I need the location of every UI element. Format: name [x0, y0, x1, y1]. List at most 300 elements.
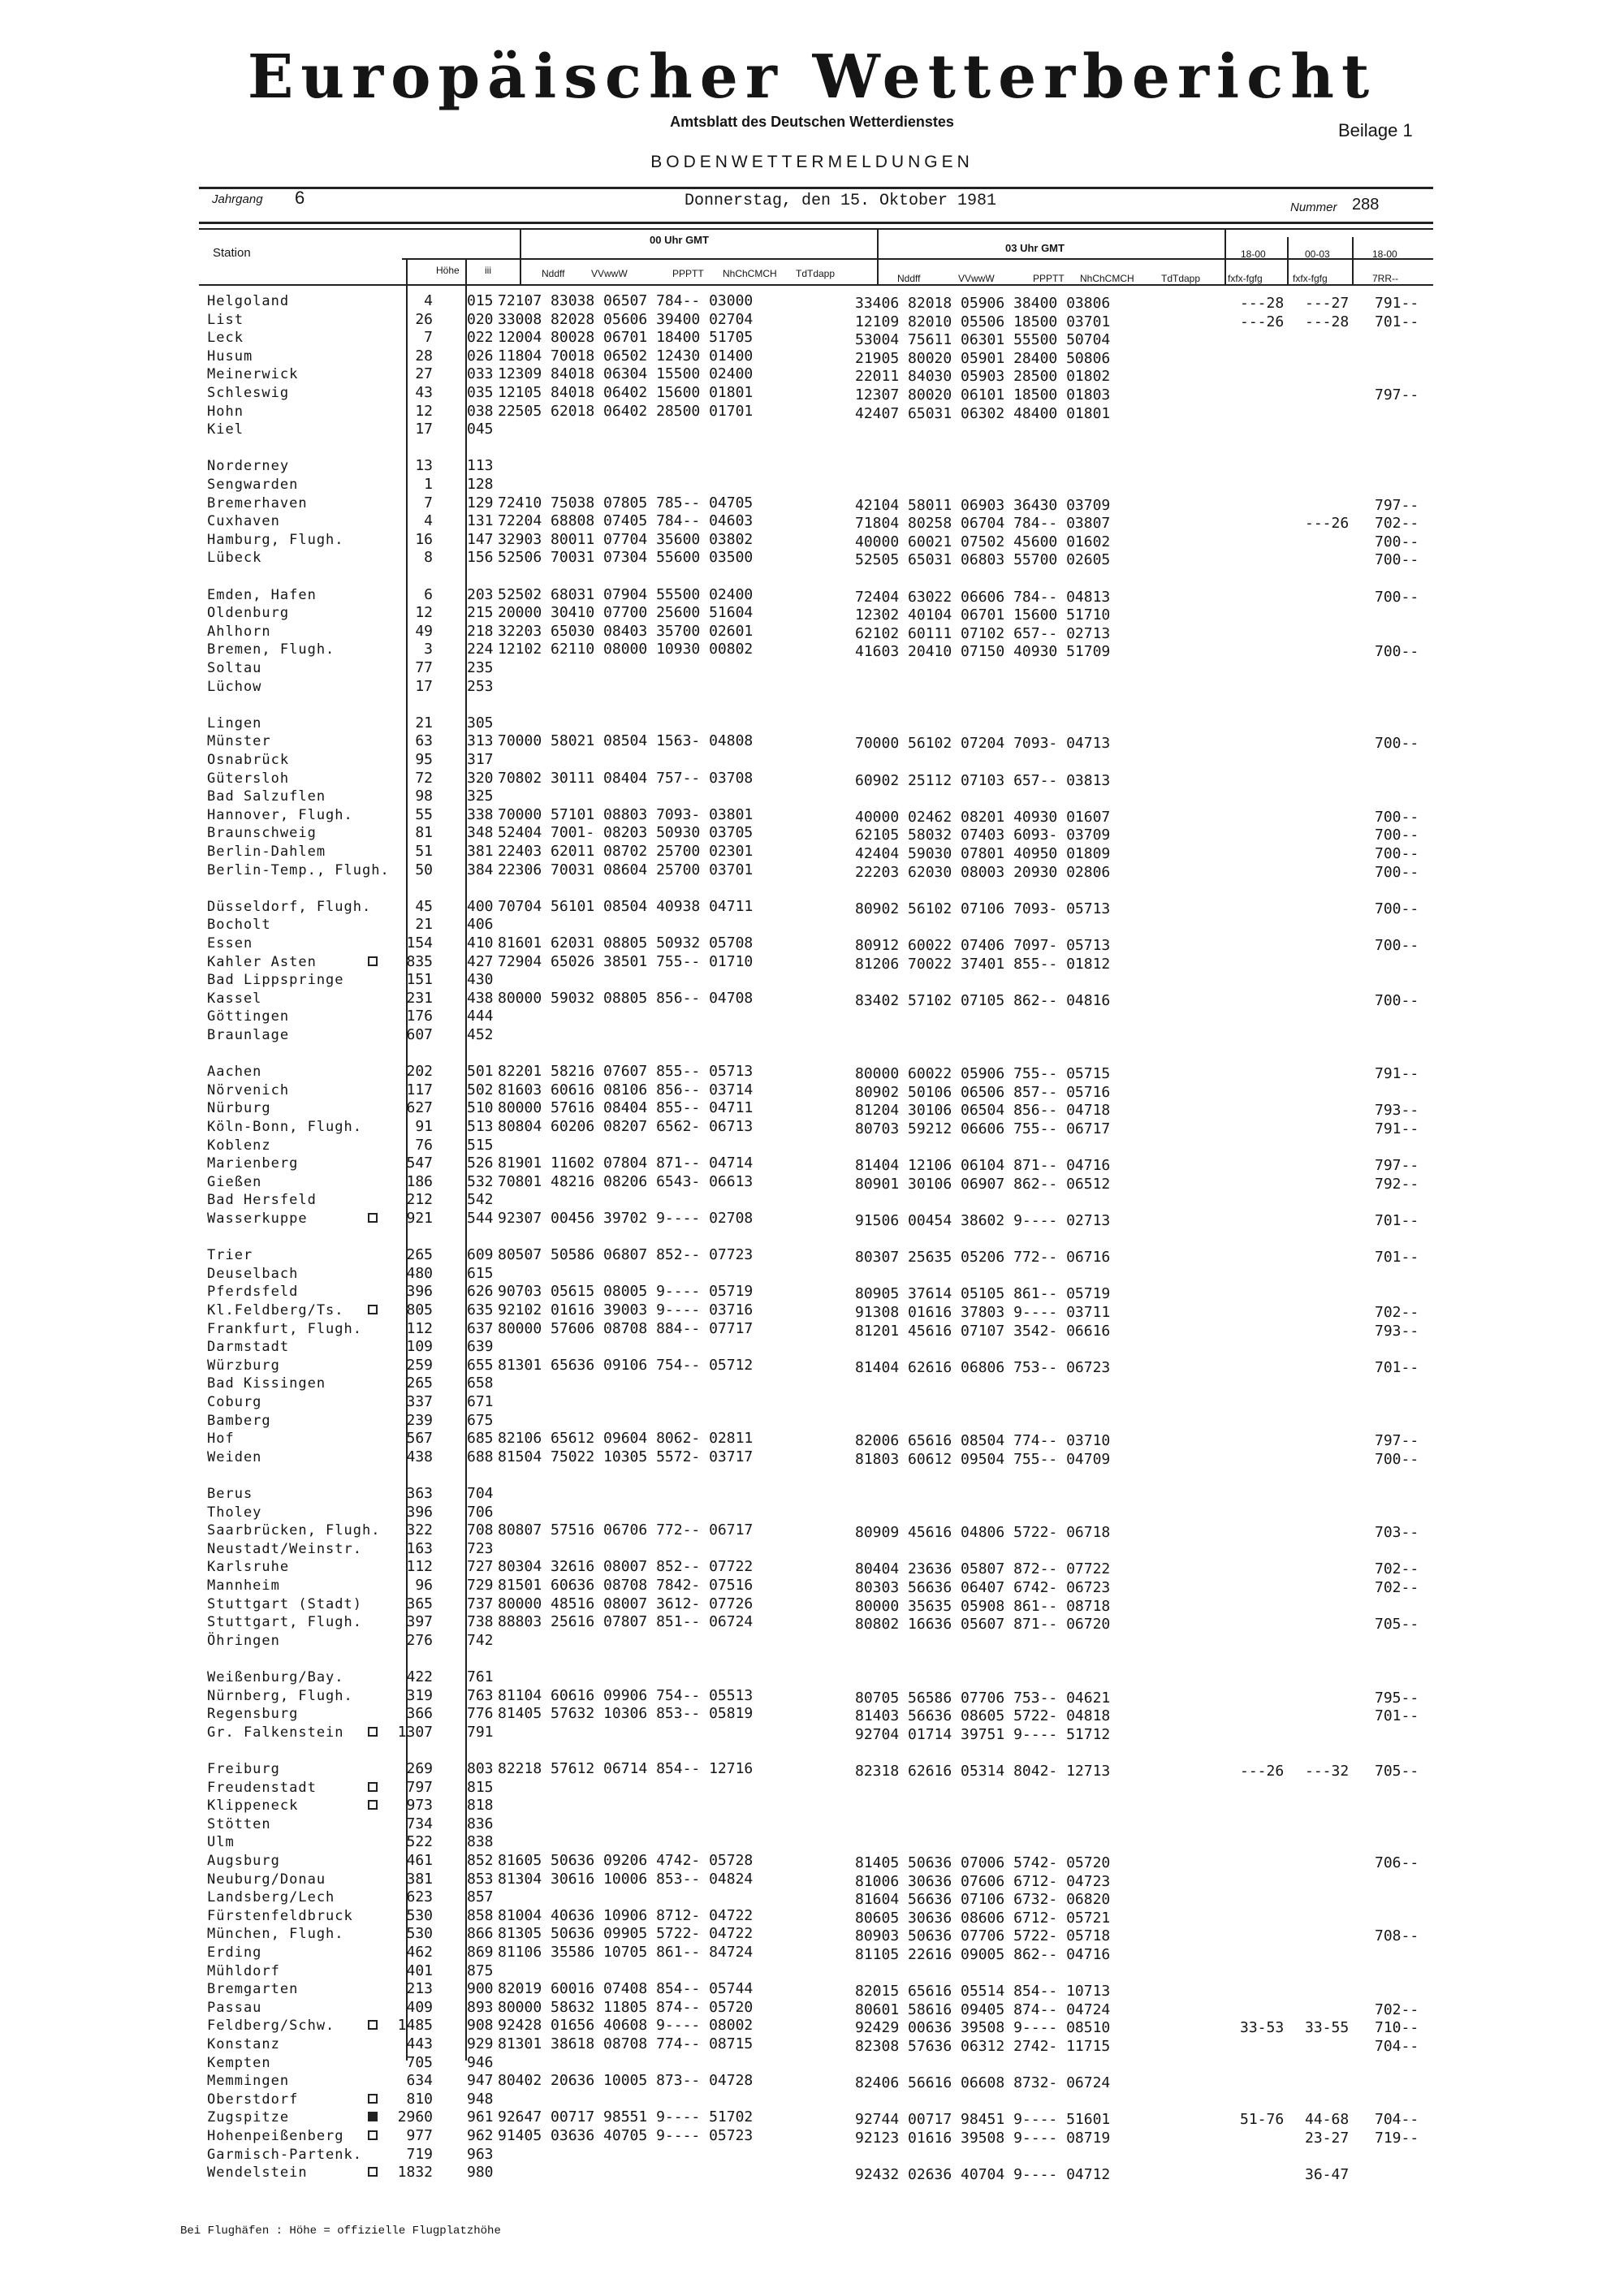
observation-00-gmt: 70000 57101 08803 7093- 03801 [498, 806, 754, 823]
observation-00-gmt: 81603 60616 08106 856-- 03714 [498, 1081, 754, 1098]
observation-00-gmt: 12004 80028 06701 18400 51705 [498, 329, 754, 346]
table-row [207, 1962, 1425, 1980]
table-row [207, 1320, 1425, 1338]
observation-03-gmt: 92432 02636 40704 9---- 04712 [855, 2166, 1111, 2183]
table-row [207, 1063, 1425, 1081]
station-height: 265 [406, 1375, 433, 1392]
precipitation-group: 797-- [1375, 497, 1419, 514]
observation-00-gmt: 81304 30616 10006 853-- 04824 [498, 1871, 754, 1888]
observation-00-gmt: 70704 56101 08504 40938 04711 [498, 898, 754, 915]
station-height: 623 [406, 1888, 433, 1905]
observation-03-gmt: 62102 60111 07102 657-- 02713 [855, 625, 1111, 642]
station-id: 218 [467, 623, 494, 640]
table-row [207, 549, 1425, 567]
table-row [207, 2146, 1425, 2164]
station-name: Darmstadt [207, 1339, 290, 1355]
station-height: 462 [406, 1944, 433, 1961]
observation-00-gmt: 32203 65030 08403 35700 02601 [498, 623, 754, 640]
station-name: Bocholt [207, 917, 271, 933]
observation-00-gmt: 81301 38618 08708 774-- 08715 [498, 2035, 754, 2052]
station-id: 869 [467, 1944, 494, 1961]
gust-18-00: ---26 [1240, 1763, 1285, 1780]
observation-00-gmt: 22306 70031 08604 25700 03701 [498, 861, 754, 878]
precipitation-group: 700-- [1375, 992, 1419, 1009]
station-height: 239 [406, 1412, 433, 1429]
precipitation-group: 700-- [1375, 937, 1419, 954]
table-row [207, 2035, 1425, 2053]
station-name: Kiel [207, 421, 244, 438]
station-id: 639 [467, 1338, 494, 1355]
station-id: 502 [467, 1081, 494, 1098]
station-name: Saarbrücken, Flugh. [207, 1522, 381, 1539]
station-id: 685 [467, 1430, 494, 1447]
observation-03-gmt: 81404 12106 06104 871-- 04716 [855, 1157, 1111, 1174]
table-row [207, 1301, 1425, 1319]
table-row [207, 1448, 1425, 1466]
station-height: 265 [406, 1246, 433, 1263]
station-height: 634 [406, 2072, 433, 2089]
precipitation-group: 797-- [1375, 1432, 1419, 1449]
observation-03-gmt: 80000 60022 05906 755-- 05715 [855, 1065, 1111, 1082]
precipitation-group: 706-- [1375, 1854, 1419, 1871]
station-id: 980 [467, 2164, 494, 2181]
station-height: 973 [406, 1797, 433, 1814]
station-id: 626 [467, 1283, 494, 1300]
station-height: 366 [406, 1705, 433, 1722]
precipitation-group: 797-- [1375, 386, 1419, 404]
station-name: Stuttgart, Flugh. [207, 1614, 362, 1630]
observation-03-gmt: 80601 58616 09405 874-- 04724 [855, 2001, 1111, 2018]
mountain-station-marker [368, 2167, 378, 2177]
observation-03-gmt: 80905 37614 05105 861-- 05719 [855, 1285, 1111, 1302]
station-id: 948 [467, 2091, 494, 2108]
station-id: 852 [467, 1852, 494, 1869]
table-row [207, 586, 1425, 604]
table-row [207, 623, 1425, 641]
table-row [207, 916, 1425, 934]
table-row [207, 1705, 1425, 1723]
station-height: 3 [424, 641, 433, 658]
observation-00-gmt: 70801 48216 08206 6543- 06613 [498, 1173, 754, 1190]
precipitation-group: 719-- [1375, 2130, 1419, 2147]
table-row [207, 494, 1425, 512]
precipitation-group: 700-- [1375, 551, 1419, 568]
station-height: 530 [406, 1907, 433, 1924]
station-name: Freudenstadt [207, 1780, 317, 1796]
station-id: 022 [467, 329, 494, 346]
station-id: 532 [467, 1173, 494, 1190]
header-col-nddff-03: Nddff [897, 273, 921, 284]
table-row [207, 347, 1425, 365]
observation-03-gmt: 92429 00636 39508 9---- 08510 [855, 2019, 1111, 2036]
precipitation-group: 701-- [1375, 313, 1419, 330]
station-height: 627 [406, 1099, 433, 1116]
table-row [207, 403, 1425, 421]
table-row [207, 1504, 1425, 1521]
issue-info-row [199, 187, 1433, 224]
observation-03-gmt: 80307 25635 05206 772-- 06716 [855, 1249, 1111, 1266]
table-row [207, 1999, 1425, 2017]
station-height: 1485 [397, 2017, 433, 2034]
observation-03-gmt: 62105 58032 07403 6093- 03709 [855, 826, 1111, 844]
observation-00-gmt: 92428 01656 40608 9---- 08002 [498, 2017, 754, 2034]
station-name: Koblenz [207, 1137, 271, 1154]
mountain-station-marker [368, 1782, 378, 1792]
observation-00-gmt: 80000 58632 11805 874-- 05720 [498, 1999, 754, 2016]
observation-00-gmt: 52404 7001- 08203 50930 03705 [498, 824, 754, 841]
mountain-station-marker [368, 2020, 378, 2030]
jahrgang-label: Jahrgang [212, 192, 263, 206]
station-height: 607 [406, 1026, 433, 1043]
observation-03-gmt: 80802 16636 05607 871-- 06720 [855, 1616, 1111, 1633]
table-row [207, 604, 1425, 622]
observation-00-gmt: 90703 05615 08005 9---- 05719 [498, 1283, 754, 1300]
report-title: Europäischer Wetterbericht [247, 42, 1377, 112]
station-height: 176 [406, 1008, 433, 1025]
table-row [207, 531, 1425, 549]
station-id: 235 [467, 659, 494, 676]
station-name: Göttingen [207, 1008, 290, 1025]
station-name: Bremerhaven [207, 495, 308, 511]
station-id: 113 [467, 457, 494, 474]
mountain-station-marker [368, 1727, 378, 1737]
header-col-clouds: NhChCMCH [723, 268, 777, 279]
station-name: Wasserkuppe [207, 1211, 308, 1227]
station-height: 547 [406, 1154, 433, 1172]
station-name: Bamberg [207, 1413, 271, 1429]
station-id: 737 [467, 1595, 494, 1612]
station-height: 154 [406, 934, 433, 952]
station-id: 738 [467, 1613, 494, 1630]
station-name: Mannheim [207, 1577, 280, 1594]
observation-03-gmt: 81404 62616 06806 753-- 06723 [855, 1359, 1111, 1376]
table-row [207, 898, 1425, 916]
header-col-dewpoint: TdTdapp [796, 268, 836, 279]
station-height: 805 [406, 1301, 433, 1318]
station-id: 348 [467, 824, 494, 841]
station-name: List [207, 312, 244, 328]
station-height: 163 [406, 1540, 433, 1557]
precipitation-group: 792-- [1375, 1176, 1419, 1193]
station-id: 637 [467, 1320, 494, 1337]
station-name: Nürburg [207, 1100, 271, 1116]
observation-00-gmt: 80807 57516 06706 772-- 06717 [498, 1521, 754, 1539]
station-height: 322 [406, 1521, 433, 1539]
station-height: 480 [406, 1265, 433, 1282]
station-name: Hof [207, 1431, 235, 1447]
observation-03-gmt: 81204 30106 06504 856-- 04718 [855, 1102, 1111, 1119]
gust-18-00: ---28 [1240, 295, 1285, 312]
table-row [207, 751, 1425, 769]
station-height: 51 [415, 843, 433, 860]
header-00-gmt: 00 Uhr GMT [650, 234, 709, 246]
station-id: 020 [467, 311, 494, 328]
station-height: 112 [406, 1320, 433, 1337]
station-name: Bremgarten [207, 1981, 299, 1997]
station-name: Sengwarden [207, 477, 299, 493]
station-height: 117 [406, 1081, 433, 1098]
station-id: 452 [467, 1026, 494, 1043]
station-id: 313 [467, 732, 494, 749]
observation-00-gmt: 81305 50636 09905 5722- 04722 [498, 1925, 754, 1942]
station-height: 76 [415, 1137, 433, 1154]
station-height: 797 [406, 1779, 433, 1796]
station-id: 803 [467, 1760, 494, 1777]
header-ext-col-1: fxfx-fgfg [1228, 273, 1263, 284]
station-id: 035 [467, 384, 494, 401]
table-row [207, 714, 1425, 732]
station-height: 4 [424, 512, 433, 529]
observation-00-gmt: 80000 57606 08708 884-- 07717 [498, 1320, 754, 1337]
station-name: Konstanz [207, 2036, 280, 2052]
table-row [207, 2127, 1425, 2145]
station-id: 338 [467, 806, 494, 823]
table-row [207, 1375, 1425, 1392]
gust-00-03: 23-27 [1305, 2130, 1350, 2147]
observation-03-gmt: 80902 56102 07106 7093- 05713 [855, 900, 1111, 917]
station-height: 95 [415, 751, 433, 768]
precipitation-group: 700-- [1375, 533, 1419, 550]
station-id: 410 [467, 934, 494, 952]
station-name: Stuttgart (Stadt) [207, 1596, 362, 1612]
station-name: Trier [207, 1247, 253, 1263]
table-row [207, 292, 1425, 310]
station-height: 337 [406, 1393, 433, 1410]
station-id: 704 [467, 1485, 494, 1502]
observation-00-gmt: 72204 68808 07405 784-- 04603 [498, 512, 754, 529]
observation-03-gmt: 82318 62616 05314 8042- 12713 [855, 1763, 1111, 1780]
table-row [207, 770, 1425, 788]
station-id: 947 [467, 2072, 494, 2089]
station-height: 21 [415, 916, 433, 933]
station-height: 734 [406, 1815, 433, 1832]
table-row [207, 1118, 1425, 1136]
observation-03-gmt: 81403 56636 08605 5722- 04818 [855, 1707, 1111, 1724]
precipitation-group: 791-- [1375, 295, 1419, 312]
precipitation-group: 700-- [1375, 900, 1419, 917]
table-row [207, 1081, 1425, 1099]
observation-03-gmt: 41603 20410 07150 40930 51709 [855, 643, 1111, 660]
station-height: 835 [406, 953, 433, 970]
station-id: 253 [467, 678, 494, 695]
station-name: Leck [207, 330, 244, 346]
precipitation-group: 700-- [1375, 864, 1419, 881]
table-row [207, 1191, 1425, 1209]
station-id: 853 [467, 1871, 494, 1888]
observation-00-gmt: 82218 57612 06714 854-- 12716 [498, 1760, 754, 1777]
station-name: Weiden [207, 1449, 262, 1465]
station-id: 384 [467, 861, 494, 878]
station-name: Osnabrück [207, 752, 290, 768]
header-divider-00gmt [877, 228, 879, 285]
station-id: 929 [467, 2035, 494, 2052]
station-height: 522 [406, 1833, 433, 1850]
station-height: 28 [415, 347, 433, 365]
station-id: 858 [467, 1907, 494, 1924]
station-height: 4 [424, 292, 433, 309]
station-height: 319 [406, 1687, 433, 1704]
observation-00-gmt: 81901 11602 07804 871-- 04714 [498, 1154, 754, 1172]
station-name: Bremen, Flugh. [207, 641, 335, 658]
observation-00-gmt: 33008 82028 05606 39400 02704 [498, 311, 754, 328]
header-col-pppTT: PPPTT [672, 268, 704, 279]
observation-03-gmt: 81206 70022 37401 855-- 01812 [855, 956, 1111, 973]
station-id: 615 [467, 1265, 494, 1282]
station-id: 320 [467, 770, 494, 787]
station-height: 109 [406, 1338, 433, 1355]
station-name: Augsburg [207, 1853, 280, 1869]
station-id: 427 [467, 953, 494, 970]
station-name: Passau [207, 2000, 262, 2016]
station-name: Weißenburg/Bay. [207, 1669, 344, 1685]
precipitation-group: 704-- [1375, 2038, 1419, 2055]
station-name: Gr. Falkenstein [207, 1724, 344, 1741]
observation-03-gmt: 81201 45616 07107 3542- 06616 [855, 1323, 1111, 1340]
table-row [207, 1412, 1425, 1430]
precipitation-group: 795-- [1375, 1690, 1419, 1707]
station-name: Garmisch-Partenk. [207, 2147, 362, 2163]
table-row [207, 2054, 1425, 2072]
gust-18-00: 33-53 [1240, 2019, 1285, 2036]
precipitation-group: 793-- [1375, 1102, 1419, 1119]
station-height: 26 [415, 311, 433, 328]
station-name: Mühldorf [207, 1963, 280, 1979]
table-row [207, 824, 1425, 842]
observation-00-gmt: 72410 75038 07805 785-- 04705 [498, 494, 754, 511]
table-row [207, 1393, 1425, 1411]
station-height: 810 [406, 2091, 433, 2108]
station-height: 438 [406, 1448, 433, 1465]
station-height: 422 [406, 1668, 433, 1685]
station-name: Braunschweig [207, 825, 317, 841]
observation-00-gmt: 92647 00717 98551 9---- 51702 [498, 2108, 754, 2126]
station-height: 77 [415, 659, 433, 676]
station-height: 91 [415, 1118, 433, 1135]
table-row [207, 2164, 1425, 2182]
table-row [207, 1871, 1425, 1888]
station-height: 921 [406, 1210, 433, 1227]
station-height: 363 [406, 1485, 433, 1502]
observation-03-gmt: 80605 30636 08606 6712- 05721 [855, 1910, 1111, 1927]
station-id: 946 [467, 2054, 494, 2071]
gust-00-03: ---32 [1305, 1763, 1350, 1780]
table-row [207, 1687, 1425, 1705]
precipitation-group: 793-- [1375, 1323, 1419, 1340]
table-row [207, 311, 1425, 329]
station-id: 838 [467, 1833, 494, 1850]
precipitation-group: 791-- [1375, 1120, 1419, 1137]
station-id: 857 [467, 1888, 494, 1905]
station-name: München, Flugh. [207, 1926, 344, 1942]
station-name: Würzburg [207, 1357, 280, 1374]
station-id: 147 [467, 531, 494, 548]
station-id: 203 [467, 586, 494, 603]
station-height: 17 [415, 678, 433, 695]
station-id: 444 [467, 1008, 494, 1025]
station-id: 776 [467, 1705, 494, 1722]
observation-00-gmt: 22403 62011 08702 25700 02301 [498, 843, 754, 860]
observation-03-gmt: 80909 45616 04806 5722- 06718 [855, 1524, 1111, 1541]
table-row [207, 1613, 1425, 1631]
station-height: 186 [406, 1173, 433, 1190]
observation-03-gmt: 81006 30636 07606 6712- 04723 [855, 1873, 1111, 1890]
station-height: 213 [406, 1980, 433, 1997]
station-id: 317 [467, 751, 494, 768]
station-name: Öhringen [207, 1633, 280, 1649]
station-height: 1 [424, 476, 433, 493]
table-row [207, 1833, 1425, 1851]
observation-00-gmt: 12102 62110 08000 10930 00802 [498, 641, 754, 658]
table-row [207, 1724, 1425, 1741]
precipitation-group: 702-- [1375, 1304, 1419, 1321]
gust-00-03: 44-68 [1305, 2111, 1350, 2128]
table-row [207, 2091, 1425, 2108]
station-height: 7 [424, 329, 433, 346]
station-name: Hohenpeißenberg [207, 2128, 344, 2144]
precipitation-group: 701-- [1375, 1359, 1419, 1376]
header-divider-03gmt [1224, 228, 1226, 285]
station-name: Feldberg/Schw. [207, 2018, 335, 2034]
station-height: 12 [415, 403, 433, 420]
observation-00-gmt: 82019 60016 07408 854-- 05744 [498, 1980, 754, 1997]
station-name: Bad Hersfeld [207, 1192, 317, 1208]
station-name: Oberstdorf [207, 2091, 299, 2108]
header-col-vvwww-03: VVwwW [958, 273, 995, 284]
table-row [207, 1632, 1425, 1650]
precipitation-group: 704-- [1375, 2111, 1419, 2128]
observation-00-gmt: 81004 40636 10906 8712- 04722 [498, 1907, 754, 1924]
observation-03-gmt: 81405 50636 07006 5742- 05720 [855, 1854, 1111, 1871]
observation-03-gmt: 80000 35635 05908 861-- 08718 [855, 1598, 1111, 1615]
precipitation-group: 700-- [1375, 589, 1419, 606]
station-height: 21 [415, 714, 433, 732]
station-name: Kassel [207, 990, 262, 1007]
station-id: 406 [467, 916, 494, 933]
station-id: 763 [467, 1687, 494, 1704]
precipitation-group: 702-- [1375, 1579, 1419, 1596]
station-id: 815 [467, 1779, 494, 1796]
observation-03-gmt: 22203 62030 08003 20930 02806 [855, 864, 1111, 881]
precipitation-group: 703-- [1375, 1524, 1419, 1541]
mountain-station-filled-marker [368, 2112, 378, 2121]
station-height: 231 [406, 990, 433, 1007]
observation-00-gmt: 81605 50636 09206 4742- 05728 [498, 1852, 754, 1869]
table-row [207, 934, 1425, 952]
station-id: 729 [467, 1577, 494, 1594]
observation-03-gmt: 83402 57102 07105 862-- 04816 [855, 992, 1111, 1009]
station-id: 723 [467, 1540, 494, 1557]
table-row [207, 1265, 1425, 1283]
station-name: Köln-Bonn, Flugh. [207, 1119, 362, 1135]
observation-00-gmt: 12105 84018 06402 15600 01801 [498, 384, 754, 401]
station-name: Kempten [207, 2055, 271, 2071]
observation-00-gmt: 20000 30410 07700 25600 51604 [498, 604, 754, 621]
station-name: Klippeneck [207, 1798, 299, 1814]
station-height: 269 [406, 1760, 433, 1777]
issue-date: Donnerstag, den 15. Oktober 1981 [685, 192, 997, 210]
table-row [207, 1760, 1425, 1778]
station-height: 365 [406, 1595, 433, 1612]
header-ext-range-1: 18-00 [1241, 248, 1266, 260]
station-id: 908 [467, 2017, 494, 2034]
table-row [207, 1246, 1425, 1264]
footnote: Bei Flughäfen : Höhe = offizielle Flugplatzhöhe [180, 2225, 501, 2238]
station-id: 962 [467, 2127, 494, 2144]
station-name: Oldenburg [207, 605, 290, 621]
station-id: 542 [467, 1191, 494, 1208]
gust-00-03: 36-47 [1305, 2166, 1350, 2183]
station-name: Wendelstein [207, 2164, 308, 2181]
